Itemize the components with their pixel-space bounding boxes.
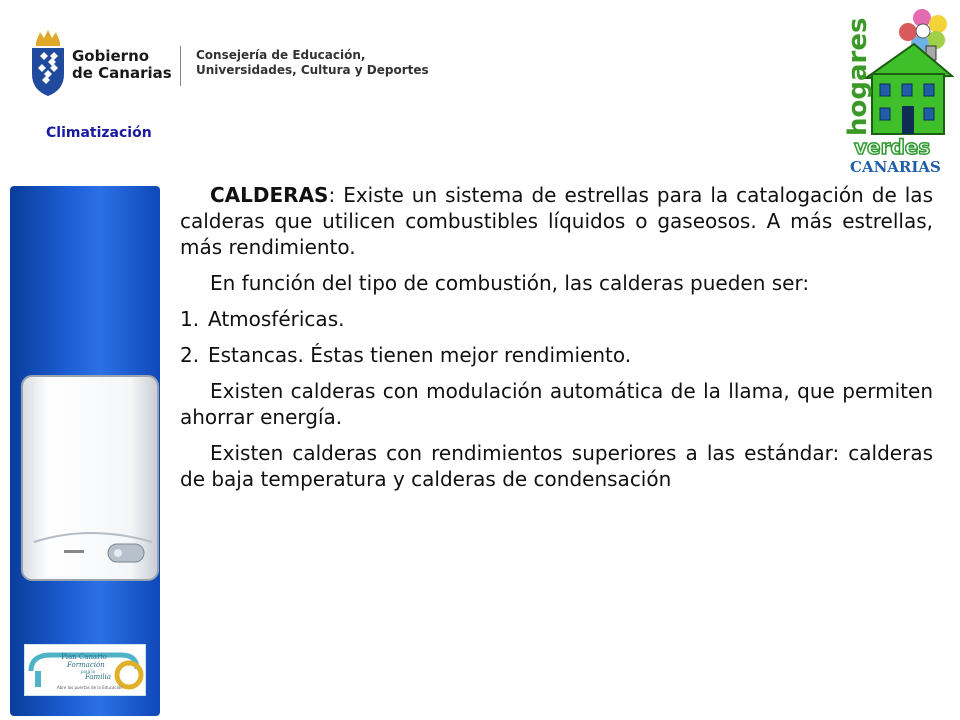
- gobierno-canarias-logo: [28, 28, 178, 98]
- intro-heading: CALDERAS: [210, 183, 329, 207]
- brand-region: CANARIAS: [850, 158, 941, 176]
- department-line2: Universidades, Cultura y Deportes: [196, 63, 429, 77]
- crest-icon: [28, 28, 68, 98]
- house-icon: [866, 44, 952, 134]
- brand-word1: hogares: [843, 17, 873, 136]
- intro-paragraph: [180, 182, 933, 260]
- section-title: Climatización: [46, 125, 152, 141]
- types-intro-paragraph: En función del tipo de combustión, las calderas pueden ser:: [210, 271, 810, 295]
- plan-line2: Formación: [67, 661, 105, 669]
- government-name-line1: Gobierno: [72, 47, 150, 65]
- hogares-verdes-logo: [826, 4, 954, 176]
- boiler-image: [20, 374, 160, 582]
- main-content: [180, 182, 933, 502]
- department-name: [196, 48, 429, 78]
- list-item: [180, 306, 933, 332]
- boiler-types-list: [180, 306, 933, 368]
- government-name: [72, 48, 172, 82]
- plan-line4: Familia: [85, 673, 112, 681]
- list-item: [180, 342, 933, 368]
- list-number: 1.: [180, 307, 200, 331]
- intro-text: : Existe un sistema de estrellas para la catalogación de las calderas que utilicen combustibles líquidos o gaseosos. A más estrellas, más rendimiento.: [180, 183, 933, 259]
- list-text: Estancas. Éstas tienen mejor rendimiento.: [208, 343, 632, 367]
- modulation-paragraph: Existen calderas con modulación automática de la llama, que permiten ahorrar energía.: [180, 379, 933, 429]
- list-number: 2.: [180, 343, 200, 367]
- list-text: Atmosféricas.: [208, 307, 345, 331]
- brand-word2: verdes: [854, 135, 931, 159]
- plan-canario-logo: [24, 644, 146, 696]
- plan-line1: Plan Canario: [61, 653, 107, 661]
- key-icon: [25, 645, 145, 695]
- plan-line3: para la: [81, 669, 95, 674]
- department-line1: Consejería de Educación,: [196, 48, 366, 62]
- flower-icon: [899, 9, 947, 53]
- header-divider: [180, 46, 181, 86]
- government-name-line2: de Canarias: [72, 64, 172, 82]
- efficiency-paragraph: Existen calderas con rendimientos superiores a las estándar: calderas de baja temperatura y calderas de condensación: [180, 441, 933, 491]
- plan-tagline: Abre las puertas de la Educación: [57, 685, 123, 690]
